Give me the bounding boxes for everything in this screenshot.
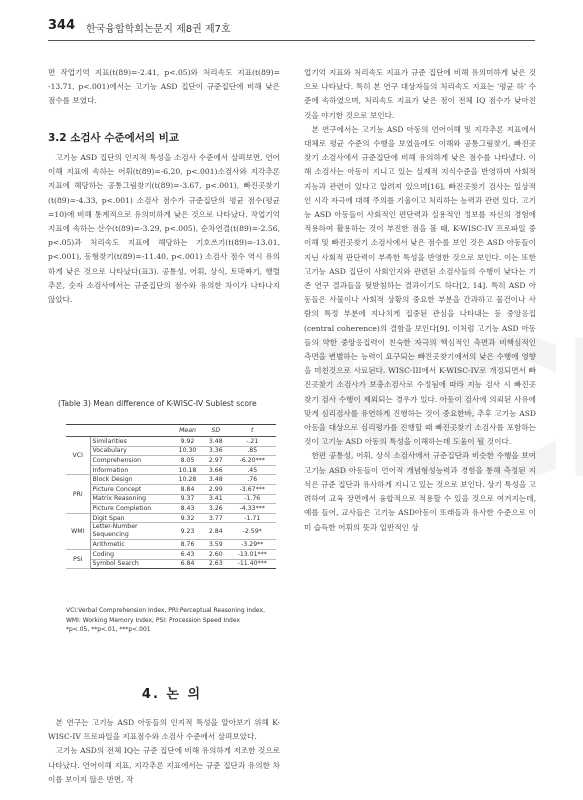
- table-header: [66, 425, 90, 437]
- subtest-name: Block Design: [90, 475, 172, 485]
- paragraph: 본 연구에서는 고기능 ASD 아동의 언어이해 및 지각추론 지표에서 대체로 평균 수준의 수행을 보였음에도 이해와 공통그림찾기, 빠진곳찾기 소검사에서 규준집단에 비해 유의하게 낮은 점수를 나타냈다. 이해 소검사는 아동이 지니고 있는 실제적 지식수준을 반영하며 사회적 지능과 관련이 있다고 알려져 있으며[16], 빠진곳찾기 검사는 일상적인 시각 자극에 대해 주의를 기울이고 처리하는 능력과 관련 있다. 고기능 ASD 아동들이 사회적인 편단력과 실용적인 정보를 자신의 경험에 적용하여 활용하는 것이 부진한 점을 볼 때, K-WISC-IV 프로파일 중 이해 및 빠진곳찾기 소검사에서 낮은 점수를 보인 것은 ASD 아동들이 지닌 사회적 판단력이 부족한 특성을 반영한 것으로 보인다. 이는 또한 고기능 ASD 집단이 사회인지와 관련된 소검사들의 수행이 낮다는 기존 연구 결과들을 뒷받침하는 결과이기도 하다[2, 14]. 특히 ASD 아동들은 사물이나 사회적 상황의 중요한 부분을 간과하고 물건이나 사람의 특정 부분에 지나치게 집중된 관심을 나타내는 등 중앙응집(central coherence)의 결함을 보인다[9]. 이처럼 고기능 ASD 아동들의 약한 중앙응집력이 친숙한 자극의 핵심적인 측면과 비핵심적인 측면을 변별하는 능력이 요구되는 빠진곳찾기에서의 낮은 수행에 영향을 미친것으로 사료된다. WISC-III에서 K-WISC-IV로 개정되면서 빠진곳찾기 소검사가 보충소검사로 수정됨에 따라 지능 검사 시 빠진곳찾기 검사 수행이 제외되는 경우가 있다. 아동이 검사에 의뢰된 사유에 맞게 심리검사를 유연하게 진행하는 것이 중요한바, 추후 고기능 ASD 아동을 대상으로 심리평가를 진행할 때 빠진곳찾기 소검사를 포함하는 것이 고기능 ASD 아동의 특성을 이해하는데 도움이 될 것이다.: [304, 124, 536, 447]
- table-note-significance: *p<.05, **p<.01, ***p<.001: [66, 626, 151, 633]
- sd-value: 2.84: [203, 523, 228, 540]
- table-row: [66, 484, 276, 494]
- sd-value: 2.97: [203, 456, 228, 466]
- paragraph: 면 작업기억 지표(t(89)=-2.41, p<.05)와 처리속도 지표(t(89)= -13.71, p<.001)에서는 고기능 ASD 집단이 규준집단에 비해 낮은 점수를 보였다.: [48, 68, 280, 106]
- sd-value: 3.77: [203, 513, 228, 523]
- table-row: [66, 559, 276, 569]
- sd-value: 3.48: [203, 437, 228, 447]
- table-caption: (Table 3) Mean difference of K-WISC-IV Sublest score: [58, 399, 257, 408]
- section-4-body: [48, 716, 280, 787]
- t-value: -3.29**: [228, 540, 276, 550]
- table-row: [66, 475, 276, 485]
- sd-value: 3.66: [203, 465, 228, 475]
- mean-value: 6.43: [172, 549, 203, 559]
- table-row: [66, 456, 276, 466]
- t-value: -11.40***: [228, 559, 276, 569]
- right-column: [304, 66, 536, 535]
- page-header: [48, 14, 535, 41]
- paragraph: 고기능 ASD 집단의 인지적 특성을 소검사 수준에서 살펴보면, 언어이해 지표에 속하는 어휘(t(89)=-6.20, p<.001)소검사와 지각추론 지표에 해당하는 공통그림찾기(t(89)=-3.67, p<.001), 빠진곳찾기(t(89)=-4.33, p<.001) 소검사 점수가 규준집단의 평균 점수(평균=10)에 비해 통계적으로 유의미하게 낮은 것으로 나타났다. 작업기억 지표에 속하는 산수(t(89)=-3.29, p<.005), 순차연결(t(89)=-2.56, p<.05)과 처리속도 지표에 해당하는 기호쓰기(t(89)=-13.01, p<.001), 동형찾기(t(89)=-11.40, p<.001) 소검사 점수 역시 유의하게 낮은 것으로 나타났다(표3). 공통성, 어휘, 상식, 토막짜기, 행렬추론, 숫자 소검사에서는 규준집단의 점수와 유의한 차이가 나타나지 않았다.: [48, 153, 280, 305]
- group-label: PSI: [66, 549, 90, 568]
- section-3-2-body: [48, 151, 280, 307]
- mean-value: 10.28: [172, 475, 203, 485]
- table-row: [66, 513, 276, 523]
- mean-value: 8.76: [172, 540, 203, 550]
- sd-value: 2.99: [203, 484, 228, 494]
- t-value: .45: [228, 465, 276, 475]
- group-label: WMI: [66, 513, 90, 549]
- section-heading-3-2: 3.2 소검사 수준에서의 비교: [48, 132, 179, 144]
- group-label: PRI: [66, 475, 90, 513]
- sd-value: 3.36: [203, 446, 228, 456]
- t-value: .85: [228, 446, 276, 456]
- subtest-name: Letter-Number Sequencing: [90, 523, 172, 540]
- paragraph: 본 연구는 고기능 ASD 아동들의 인지적 특성을 알아보기 위해 K-WISC-IV 프로파일을 지표점수와 소검사 수준에서 살펴보았다.: [48, 718, 280, 742]
- sd-value: 3.59: [203, 540, 228, 550]
- sd-value: 3.26: [203, 504, 228, 514]
- table-row: [66, 549, 276, 559]
- mean-value: 8.84: [172, 484, 203, 494]
- table-header-sd: SD: [203, 425, 228, 437]
- left-column-top: [48, 66, 280, 109]
- t-value: -13.01***: [228, 549, 276, 559]
- mean-value: 6.84: [172, 559, 203, 569]
- mean-value: 9.23: [172, 523, 203, 540]
- mean-value: 10.30: [172, 446, 203, 456]
- subtest-name: Information: [90, 465, 172, 475]
- paragraph: 한편 공통성, 어휘, 상식 소검사에서 규준집단과 비슷한 수행을 보여 고기능 ASD 아동들이 언어적 개념형성능력과 경험을 통해 측정된 지식은 규준 집단과 유사하게 지니고 있는 것으로 보인다. 상기 특성을 고려하여 교육 장면에서 융합적으로 적용할 수 있을 것으로 여겨지는데, 예를 들어, 교사들은 고기능 ASD아동이 또래들과 유사한 수준으로 이미 습득한 어휘의 뜻과 일반적인 상: [304, 451, 536, 532]
- paragraph: 업기억 지표와 처리속도 지표가 규준 집단에 비해 유의미하게 낮은 것으로 나타났다. 특히 본 연구 대상자들의 처리속도 지표는 '평균 하' 수준에 속하였으며, 처리속도 지표가 낮은 점이 전체 IQ 점수가 낮아진 것을 야기한 것으로 보인다.: [304, 68, 536, 120]
- subtest-name: Arithmetic: [90, 540, 172, 550]
- t-value: .76: [228, 475, 276, 485]
- paragraph: 고기능 ASD의 전체 IQ는 규준 집단에 비해 유의하게 저조한 것으로 나타났다. 언어이해 지표, 지각추론 지표에서는 규준 집단과 유의한 차이를 보이지 않은 반면, 작: [48, 746, 280, 784]
- t-value: -2.59*: [228, 523, 276, 540]
- table-row: [66, 523, 276, 540]
- mean-value: 9.37: [172, 494, 203, 504]
- subtest-name: Digit Span: [90, 513, 172, 523]
- table-row: [66, 504, 276, 514]
- table-notes: [66, 606, 281, 635]
- sd-value: 2.63: [203, 559, 228, 569]
- table-row: [66, 446, 276, 456]
- table-row: [66, 465, 276, 475]
- journal-title: 한국융합학회논문지 제8권 제7호: [86, 24, 231, 35]
- mean-value: 10.18: [172, 465, 203, 475]
- subtest-name: Coding: [90, 549, 172, 559]
- subtest-name: Matrix Reasoning: [90, 494, 172, 504]
- t-value: -.21: [228, 437, 276, 447]
- table-note-abbrev: VCI:Verbal Comprehension Index, PRI:Perceptual Reasoning Index, WMI: Working Memory Index, PSI: Procession Speed Index: [66, 607, 265, 624]
- table-row: [66, 437, 276, 447]
- t-value: -4.33***: [228, 504, 276, 514]
- t-value: -3.67***: [228, 484, 276, 494]
- subtest-name: Comprehension: [90, 456, 172, 466]
- section-heading-4: 4. 논 의: [141, 687, 203, 702]
- sd-value: 2.60: [203, 549, 228, 559]
- t-value: -1.76: [228, 494, 276, 504]
- group-label: VCI: [66, 437, 90, 475]
- subtest-name: Symbol Search: [90, 559, 172, 569]
- table-3: [66, 424, 276, 569]
- mean-value: 8.05: [172, 456, 203, 466]
- mean-value: 9.92: [172, 437, 203, 447]
- subtest-name: Similarities: [90, 437, 172, 447]
- subtest-name: Picture Completion: [90, 504, 172, 514]
- table-row: [66, 540, 276, 550]
- mean-value: 9.32: [172, 513, 203, 523]
- table-header-t: t: [228, 425, 276, 437]
- table-row: [66, 494, 276, 504]
- subtest-name: Picture Concept: [90, 484, 172, 494]
- table-header: [90, 425, 172, 437]
- sd-value: 3.41: [203, 494, 228, 504]
- subtest-name: Vocabulary: [90, 446, 172, 456]
- mean-value: 8.43: [172, 504, 203, 514]
- t-value: -1.71: [228, 513, 276, 523]
- table-header-mean: Mean: [172, 425, 203, 437]
- t-value: -6.20***: [228, 456, 276, 466]
- page-number: 344: [48, 18, 76, 33]
- sd-value: 3.48: [203, 475, 228, 485]
